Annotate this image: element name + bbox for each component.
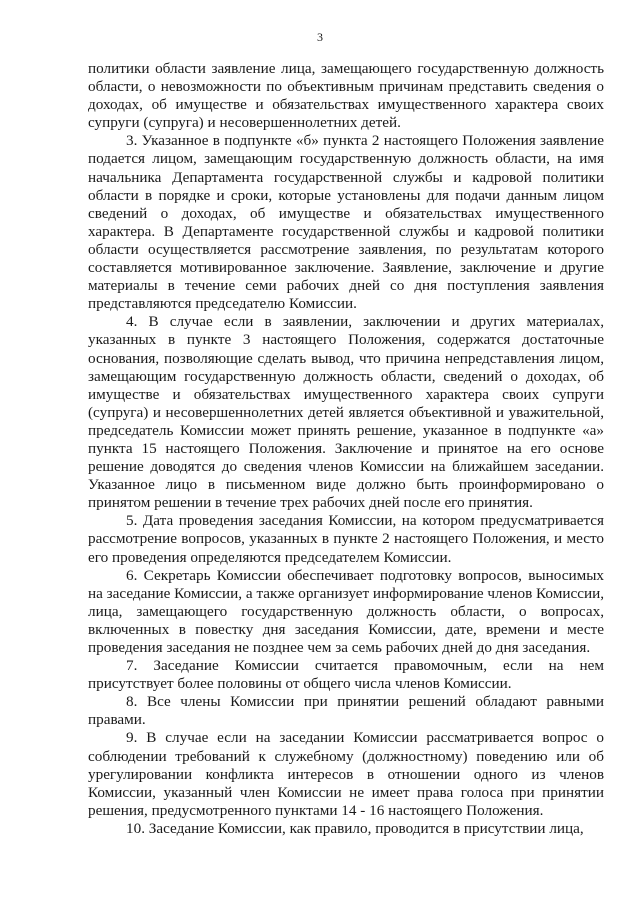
paragraph-5: 5. Дата проведения заседания Комиссии, на котором предусматривается рассмотрение вопросов, указанных в пункте 2 настоящего Положения, и место его проведения определяются председателем Комиссии. [88,512,604,566]
paragraph-9: 9. В случае если на заседании Комиссии рассматривается вопрос о соблюдении требований к служебному (должностному) поведению или об урегулировании конфликта интересов в отношении одного из членов Комиссии, указанный член Комиссии не имеет права голоса при принятии решения, предусмотренного пунктами 14 - 16 настоящего Положения. [88,729,604,819]
paragraph-4: 4. В случае если в заявлении, заключении и других материалах, указанных в пункте 3 настоящего Положения, содержатся достаточные основания, позволяющие сделать вывод, что причина непредставления лицом, замещающим государственную должность области, сведений о доходах, об имуществе и обязательствах имущественного характера своих супруги (супруга) и несовершеннолетних детей является объективной и уважительной, председатель Комиссии может принять решение, указанное в подпункте «а» пункта 15 настоящего Положения. Заключение и принятое на его основе решение доводятся до сведения членов Комиссии на ближайшем заседании. Указанное лицо в письменном виде должно быть проинформировано о принятом решении в течение трех рабочих дней после его принятия. [88,313,604,512]
paragraph-10: 10. Заседание Комиссии, как правило, проводится в присутствии лица, [126,819,584,837]
paragraph-3: 3. Указанное в подпункте «б» пункта 2 настоящего Положения заявление подается лицом, замещающим государственную должность области, на имя начальника Департамента государственной службы и кадровой политики области в порядке и сроки, которые установлены для подачи данным лицом сведений о доходах, об имуществе и обязательствах имущественного характера. В Департаменте государственной службы и кадровой политики области осуществляется рассмотрение заявления, по результатам которого составляется мотивированное заключение. Заявление, заключение и другие материалы в течение семи рабочих дней со дня поступления заявления представляются председателю Комиссии. [88,132,604,313]
paragraph-8: 8. Все члены Комиссии при принятии решений обладают равными правами. [88,693,604,729]
paragraph-continuation: политики области заявление лица, замещающего государственную должность области, о невозможности по объективным причинам представить сведения о доходах, об имуществе и обязательствах имущественного характера своих супруги (супруга) и несовершеннолетних детей. [88,60,604,132]
page-number: 3 [317,30,323,44]
paragraph-7: 7. Заседание Комиссии считается правомочным, если на нем присутствует более половины от общего числа членов Комиссии. [88,657,604,693]
paragraph-6: 6. Секретарь Комиссии обеспечивает подготовку вопросов, выносимых на заседание Комиссии, а также организует информирование членов Комиссии, лица, замещающего государственную должность области, о вопросах, включенных в повестку дня заседания Комиссии, дате, времени и месте проведения заседания не позднее чем за семь рабочих дней до дня заседания. [88,566,604,656]
document-body [88,60,604,838]
